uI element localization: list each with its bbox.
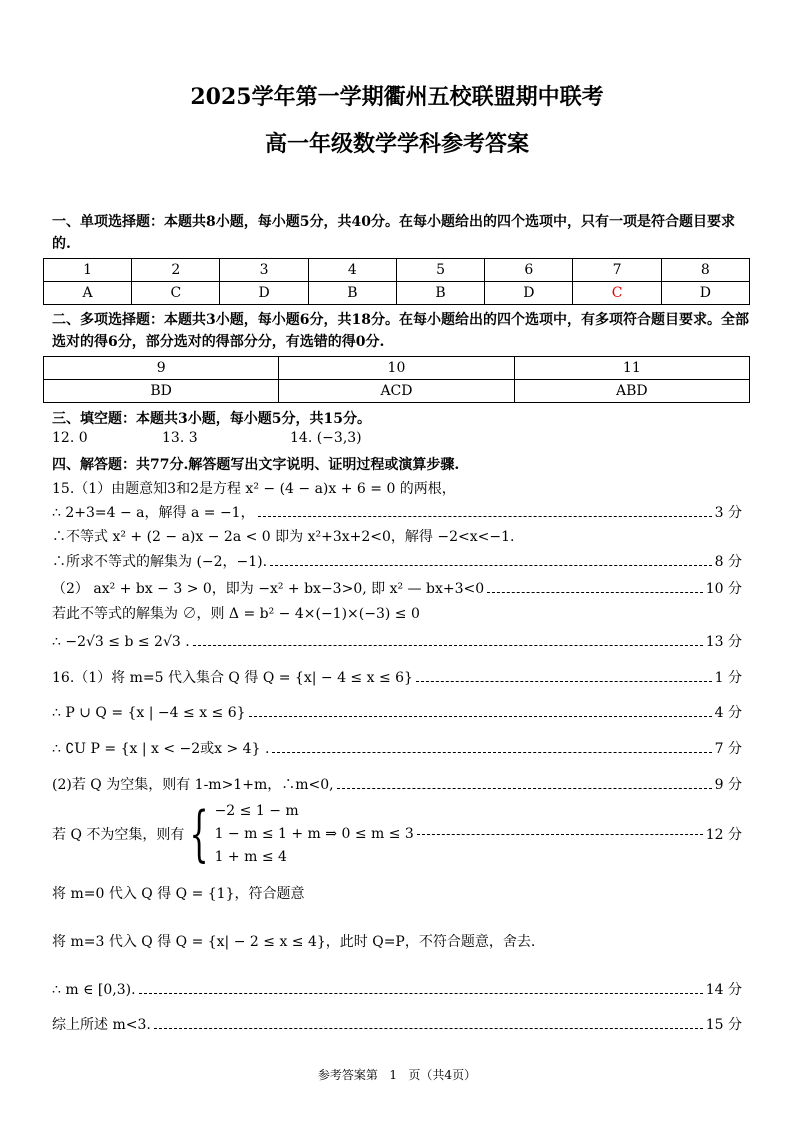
score-mark: 4 分: [714, 705, 742, 721]
left-brace: {: [189, 799, 210, 869]
q16-line-7: [52, 932, 742, 952]
score-mark: 9 分: [714, 777, 742, 793]
score-mark: 15 分: [705, 1017, 742, 1033]
dashed-leader: [193, 644, 703, 646]
question-number: 4: [308, 259, 396, 282]
dashed-leader: [337, 787, 712, 789]
q16-text: ∴ ∁U P = {x | x < −2或x > 4} .: [52, 741, 270, 757]
question-number: 8: [661, 259, 749, 282]
answer-cell: ACD: [279, 380, 514, 403]
fill-answer-14: 14. (−3,3): [290, 430, 362, 446]
q15-line-1: [52, 479, 742, 499]
q15-line-7: [52, 632, 742, 652]
score-mark: 14 分: [705, 982, 742, 998]
document-subtitle: 高一年级数学学科参考答案: [264, 131, 529, 157]
q15-text: 15.（1）由题意知3和2是方程 x² − (4 − a)x + 6 = 0 的两根，: [52, 481, 456, 497]
score-mark: 3 分: [714, 505, 742, 521]
q16-line-2: [52, 703, 742, 723]
q15-text: ∴ −2√3 ≤ b ≤ 2√3 .: [52, 634, 190, 650]
answer-cell: BD: [44, 380, 279, 403]
table-row: [44, 282, 750, 305]
q15-line-6: [52, 604, 742, 624]
dashed-leader: [249, 715, 712, 717]
dashed-leader: [139, 992, 703, 994]
fill-answer-13: 13. 3: [162, 430, 198, 446]
answer-cell: C: [132, 282, 220, 305]
score-mark: 8 分: [714, 554, 742, 570]
answer-cell: ABD: [514, 380, 749, 403]
q16-inequality-system: [52, 798, 742, 870]
answer-cell: A: [44, 282, 132, 305]
multi-choice-table: [43, 356, 750, 403]
answer-cell: B: [396, 282, 484, 305]
answer-cell: B: [308, 282, 396, 305]
question-number: 10: [279, 357, 514, 380]
q16-line-6: [52, 884, 742, 904]
dashed-leader: [417, 833, 703, 835]
q16-line-9: [52, 1015, 742, 1035]
question-number: 11: [514, 357, 749, 380]
q16-line-4: [52, 775, 742, 795]
dashed-leader: [416, 680, 712, 682]
question-number: 7: [573, 259, 661, 282]
system-row: −2 ≤ 1 − m: [214, 803, 299, 819]
dashed-leader: [270, 564, 712, 566]
section4-heading: 四、解答题：共77分.解答题写出文字说明、证明过程或演算步骤.: [52, 457, 460, 473]
section3-heading: 三、填空题：本题共3小题，每小题5分，共15分。: [52, 411, 371, 427]
single-choice-table: [43, 258, 750, 305]
page-footer: 参考答案第 1 页（共4页）: [317, 1068, 477, 1082]
q16-text: 将 m=0 代入 Q 得 Q = {1}，符合题意: [52, 886, 305, 902]
dashed-leader: [272, 751, 711, 753]
question-number: 1: [44, 259, 132, 282]
q16-text: ∴ m ∈ [0,3).: [52, 982, 136, 998]
score-mark: 13 分: [705, 634, 742, 650]
q16-text: 若 Q 不为空集，则有: [52, 827, 185, 843]
score-mark: 12 分: [705, 827, 742, 843]
question-number: 5: [396, 259, 484, 282]
question-number: 2: [132, 259, 220, 282]
section2-heading: 二、多项选择题：本题共3小题，每小题6分，共18分。在每小题给出的四个选项中，有多项符合题目要求。全部选对的得6分，部分选对的得部分分，有选错的得0分.: [52, 312, 749, 350]
document-title: 2025学年第一学期衢州五校联盟期中联考: [190, 84, 604, 110]
table-row: [44, 357, 750, 380]
question-number: 6: [485, 259, 573, 282]
score-mark: 1 分: [714, 670, 742, 686]
answer-cell: D: [220, 282, 308, 305]
score-mark: 7 分: [714, 741, 742, 757]
table-row: [44, 259, 750, 282]
q15-text: ∴不等式 x² + (2 − a)x − 2a < 0 即为 x²+3x+2<0，解得 −2<x<−1.: [52, 529, 515, 545]
q15-line-2: [52, 503, 742, 523]
system-rows: [215, 800, 414, 868]
dashed-leader: [487, 591, 703, 593]
answer-cell-highlighted: C: [573, 282, 661, 305]
q16-text: ∴ P ∪ Q = {x | −4 ≤ x ≤ 6}: [52, 705, 246, 721]
q16-text: 综上所述 m<3.: [52, 1017, 151, 1033]
fill-answer-12: 12. 0: [52, 430, 88, 446]
q16-line-1: [52, 668, 742, 688]
q15-line-4: [52, 552, 742, 572]
table-row: [44, 380, 750, 403]
q16-line-3: [52, 739, 742, 759]
q15-text: ∴所求不等式的解集为 (−2，−1).: [52, 554, 268, 570]
score-mark: 10 分: [705, 581, 742, 597]
dashed-leader: [258, 515, 712, 517]
question-number: 3: [220, 259, 308, 282]
q15-text: 若此不等式的解集为 ∅，则 Δ = b² − 4×(−1)×(−3) ≤ 0: [52, 606, 420, 622]
question-number: 9: [44, 357, 279, 380]
answer-cell: D: [661, 282, 749, 305]
section1-heading: 一、单项选择题：本题共8小题，每小题5分，共40分。在每小题给出的四个选项中，只有一项是符合题目要求的.: [52, 214, 735, 252]
q16-text: (2)若 Q 为空集，则有 1-m>1+m，∴m<0,: [52, 777, 334, 793]
q15-line-3: [52, 527, 742, 547]
q15-line-5: [52, 579, 742, 599]
q15-text: （2） ax² + bx − 3 > 0，即为 −x² + bx−3>0, 即 x² — bx+3<0: [52, 581, 485, 597]
q16-text: 将 m=3 代入 Q 得 Q = {x| − 2 ≤ x ≤ 4}，此时 Q=P，不符合题意，舍去.: [52, 934, 536, 950]
system-row: 1 + m ≤ 4: [214, 849, 287, 865]
dashed-leader: [154, 1027, 703, 1029]
q16-text: 16.（1）将 m=5 代入集合 Q 得 Q = {x| − 4 ≤ x ≤ 6}: [52, 670, 413, 686]
q15-text: ∴ 2+3=4 − a，解得 a = −1，: [52, 505, 255, 521]
q16-line-8: [52, 980, 742, 1000]
system-row: 1 − m ≤ 1 + m ⇒ 0 ≤ m ≤ 3: [214, 826, 414, 842]
answer-cell: D: [485, 282, 573, 305]
